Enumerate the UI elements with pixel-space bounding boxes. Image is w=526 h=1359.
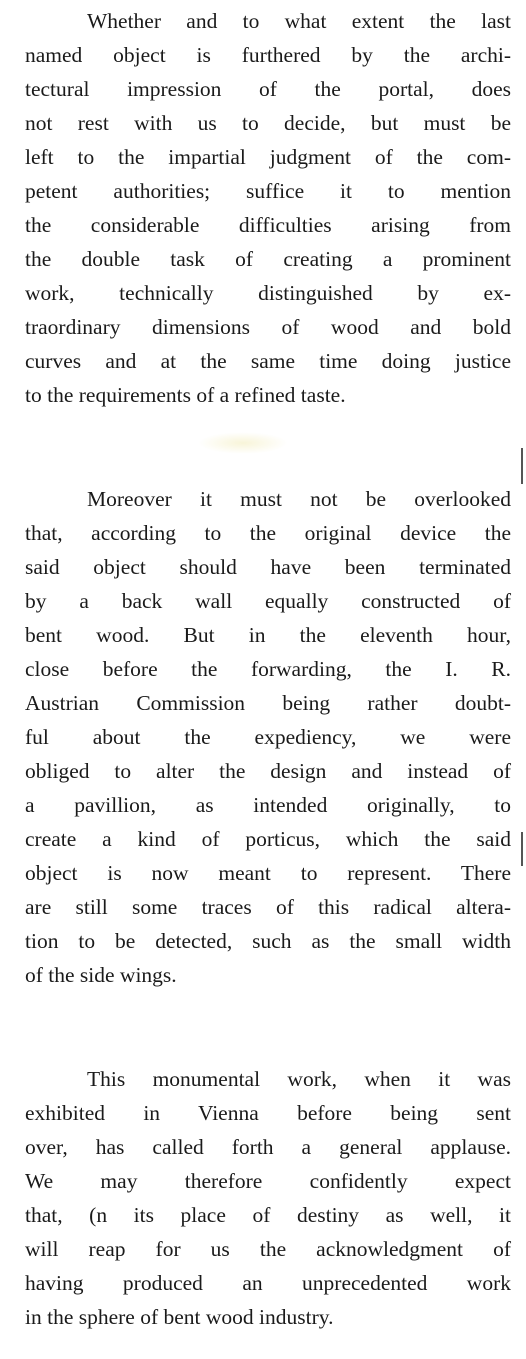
paragraph-2 <box>25 482 511 992</box>
text-line: close before the forwarding, the I. R. <box>25 657 511 681</box>
text-line: not rest with us to decide, but must be <box>25 111 511 135</box>
text-line: tectural impression of the portal, does <box>25 77 511 101</box>
paragraph-3 <box>25 1062 511 1334</box>
text-line: tion to be detected, such as the small width <box>25 929 511 953</box>
text-line: of the side wings. <box>25 963 177 987</box>
text-line: in the sphere of bent wood industry. <box>25 1305 334 1329</box>
text-line: having produced an unprecedented work <box>25 1271 511 1295</box>
paragraph-1 <box>25 4 511 412</box>
text-line: Austrian Commission being rather doubt- <box>25 691 511 715</box>
text-line: We may therefore confidently expect <box>25 1169 511 1193</box>
text-line: named object is furthered by the archi- <box>25 43 511 67</box>
page-edge-mark <box>521 448 523 484</box>
text-line: said object should have been terminated <box>25 555 511 579</box>
text-line: Moreover it must not be overlooked <box>87 487 511 511</box>
page-edge-mark <box>521 832 523 866</box>
text-line: are still some traces of this radical altera- <box>25 895 511 919</box>
text-line: exhibited in Vienna before being sent <box>25 1101 511 1125</box>
text-line: ful about the expediency, we were <box>25 725 511 749</box>
text-line: by a back wall equally constructed of <box>25 589 511 613</box>
text-line: the considerable difficulties arising from <box>25 213 511 237</box>
text-line: create a kind of porticus, which the said <box>25 827 511 851</box>
text-line: to the requirements of a refined taste. <box>25 383 346 407</box>
text-line: will reap for us the acknowledgment of <box>25 1237 511 1261</box>
text-line: obliged to alter the design and instead of <box>25 759 511 783</box>
text-line: bent wood. But in the eleventh hour, <box>25 623 511 647</box>
text-line: curves and at the same time doing justice <box>25 349 511 373</box>
text-line: that, according to the original device the <box>25 521 511 545</box>
text-line: work, technically distinguished by ex- <box>25 281 511 305</box>
text-line: petent authorities; suffice it to mention <box>25 179 511 203</box>
text-line: traordinary dimensions of wood and bold <box>25 315 511 339</box>
text-line: This monumental work, when it was <box>87 1067 511 1091</box>
text-line: the double task of creating a prominent <box>25 247 511 271</box>
text-line: left to the impartial judgment of the com- <box>25 145 511 169</box>
paper-stain <box>198 432 288 454</box>
text-line: object is now meant to represent. There <box>25 861 511 885</box>
text-line: over, has called forth a general applause. <box>25 1135 511 1159</box>
text-line: a pavillion, as intended originally, to <box>25 793 511 817</box>
text-line: that, (n its place of destiny as well, it <box>25 1203 511 1227</box>
text-line: Whether and to what extent the last <box>87 9 511 33</box>
